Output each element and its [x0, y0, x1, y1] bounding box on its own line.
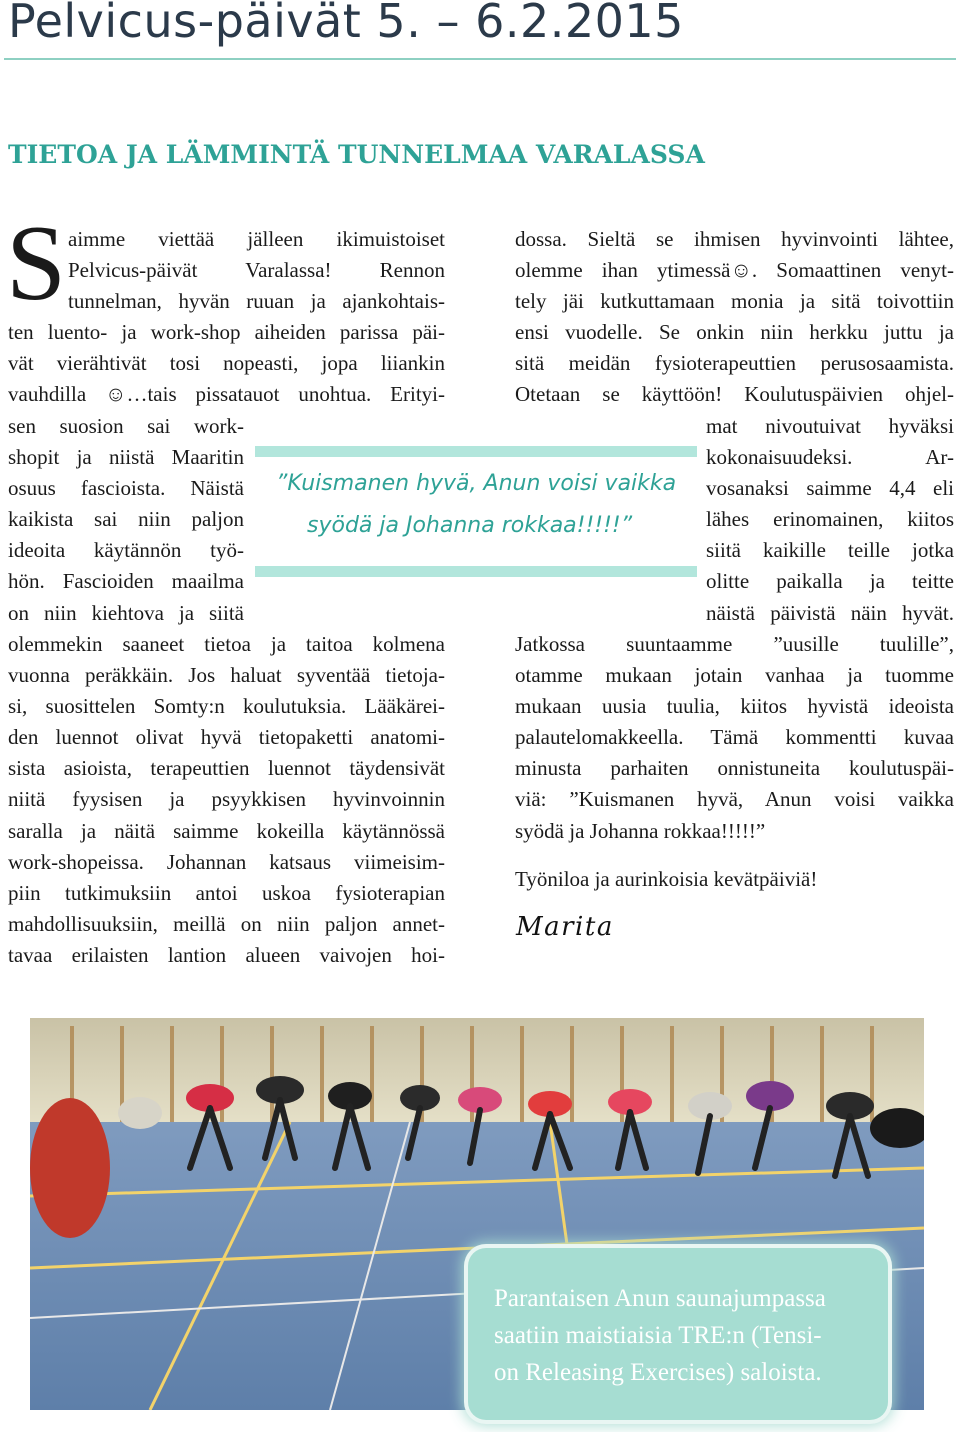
- text-line: aimme viettää jälleen ikimuistoiset: [68, 227, 445, 251]
- text-line: niitä fyysisen ja psyykkisen hyvinvoinnin: [8, 787, 445, 812]
- text-line: siitä kaikille teille jotka: [706, 538, 954, 563]
- left-column-narrow: [8, 411, 244, 629]
- text-line: Otetaan se käyttöön! Koulutuspäivien ohjel-: [515, 382, 954, 407]
- signature: Marita: [516, 912, 614, 942]
- left-column-lower: [8, 629, 445, 971]
- text-line: shopit ja niistä Maaritin: [8, 445, 244, 470]
- text-line: tely jäi kutkuttamaan monia ja sitä toivottiin: [515, 289, 954, 314]
- text-line: Jatkossa suuntaamme ”uusille tuulille”,: [515, 632, 954, 656]
- text-line: work-shopeissa. Johannan katsaus viimeisim-: [8, 849, 445, 874]
- text-line: den luennot olivat hyvä tietopaketti anatomi-: [8, 725, 445, 750]
- title-divider: [4, 58, 956, 60]
- text-line: vuonna peräkkäin. Jos haluat syventää tietoja-: [8, 663, 445, 688]
- pull-quote-line: syödä ja Johanna rokkaa!!!!!”: [307, 513, 633, 538]
- left-column-upper: [8, 317, 445, 410]
- caption-line: on Releasing Exercises) saloista.: [494, 1359, 822, 1386]
- text-line: ensi vuodelle. Se onkin niin herkku juttu ja: [515, 320, 954, 345]
- text-line: palautelomakkeella. Tämä kommentti kuvaa: [515, 725, 954, 750]
- text-line: dossa. Sieltä se ihmisen hyvinvointi lähtee,: [515, 227, 954, 251]
- page-title: Pelvicus-päivät 5. – 6.2.2015: [8, 0, 684, 48]
- right-column-upper: [515, 224, 954, 411]
- text-line: si, suosittelen Somty:n koulutuksia. Lääkärei-: [8, 694, 445, 719]
- text-line: mukaan uusia tuulia, kiitos hyvistä ideoista: [515, 694, 954, 719]
- text-line: piin tutkimuksiin antoi uskoa fysioterapian: [8, 880, 445, 905]
- text-line: sitä meidän fysioterapeuttien perusosaamista.: [515, 351, 954, 376]
- pull-quote-line: ”Kuismanen hyvä, Anun voisi vaikka: [276, 471, 677, 496]
- photo-caption-box: [468, 1248, 888, 1420]
- closing-line: Työniloa ja aurinkoisia kevätpäiviä!: [515, 867, 818, 891]
- caption-line: saatiin maistiaisia TRE:n (Tensi-: [494, 1322, 822, 1349]
- pull-quote-bottom-rule: [255, 566, 697, 577]
- text-line: minusta parhaiten onnistuneita koulutuspäi-: [515, 756, 954, 781]
- text-line: Pelvicus-päivät Varalassa! Rennon: [68, 258, 445, 283]
- text-line: vät vierähtivät tosi nopeasti, jopa liiankin: [8, 351, 445, 376]
- text-line: näistä päivistä näin hyvät.: [706, 600, 954, 625]
- text-line: ten luento- ja work-shop aiheiden parissa päi-: [8, 320, 445, 344]
- caption-line: Parantaisen Anun saunajumpassa: [494, 1285, 826, 1312]
- text-line: sen suosion sai work-: [8, 414, 244, 438]
- text-line: mat nivoutuivat hyväksi: [706, 414, 954, 438]
- right-column-lower: [515, 629, 954, 847]
- text-line: syödä ja Johanna rokkaa!!!!!”: [515, 818, 766, 843]
- right-column-narrow: [706, 411, 954, 629]
- text-line: tunnelman, hyvän ruuan ja ajankohtais-: [68, 289, 445, 314]
- text-line: tavaa erilaisten lantion alueen vaivojen hoi-: [8, 942, 445, 967]
- text-line: vauhdilla ☺…tais pissatauot unohtua. Erityi-: [8, 382, 445, 407]
- left-column-intro: [68, 224, 445, 317]
- text-line: saralla ja näitä saimme kokeilla käytännössä: [8, 818, 445, 843]
- article-headline: TIETOA JA LÄMMINTÄ TUNNELMAA VARALASSA: [8, 140, 705, 169]
- text-line: lähes erinomainen, kiitos: [706, 507, 954, 532]
- text-line: on niin kiehtova ja siitä: [8, 600, 244, 625]
- text-line: olitte paikalla ja teitte: [706, 569, 954, 594]
- text-line: viä: ”Kuismanen hyvä, Anun voisi vaikka: [515, 787, 954, 812]
- text-line: kaikista sai niin paljon: [8, 507, 244, 532]
- text-line: ideoita käytännön työ-: [8, 538, 244, 563]
- text-line: olemme ihan ytimessä☺. Somaattinen venyt-: [515, 258, 954, 283]
- text-line: otamme mukaan jotain vanhaa ja tuomme: [515, 663, 954, 688]
- text-line: hön. Fascioiden maailma: [8, 569, 244, 594]
- text-line: osuus fascioista. Näistä: [8, 476, 244, 501]
- pull-quote-top-rule: [255, 446, 697, 457]
- drop-cap: S: [6, 204, 67, 323]
- text-line: kokonaisuudeksi. Ar-: [706, 445, 954, 470]
- text-line: vosanaksi saimme 4,4 eli: [706, 476, 954, 501]
- text-line: sista asioista, terapeuttien luennot täydensivät: [8, 756, 445, 781]
- text-line: olemmekin saaneet tietoa ja taitoa kolmena: [8, 632, 445, 656]
- text-line: mahdollisuuksiin, meillä on niin paljon annet-: [8, 911, 445, 936]
